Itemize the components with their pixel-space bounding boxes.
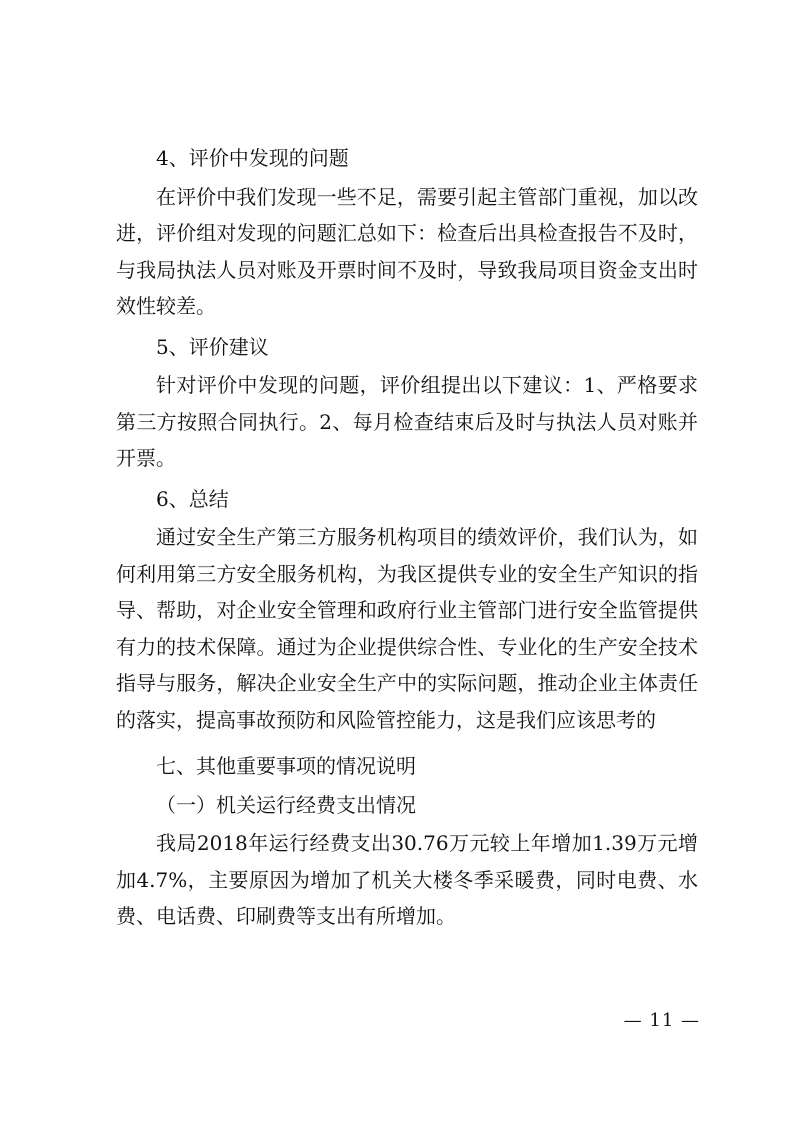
section-body-suggestions: 针对评价中发现的问题，评价组提出以下建议：1、严格要求第三方按照合同执行。2、每月检查结束后及时与执法人员对账并开票。 [116,373,698,470]
chapter-heading-other-matters: 七、其他重要事项的情况说明 [156,754,416,778]
section-heading-suggestions: 5、评价建议 [156,334,269,359]
page-number: — 11 — [623,1010,700,1031]
document-body [116,140,698,935]
subsection-body-operating-expenses: 我局2018年运行经费支出30.76万元较上年增加1.39万元增加4.7%，主要原因为增加了机关大楼冬季采暖费，同时电费、水费、电话费、印刷费等支出有所增加。 [116,831,698,928]
section-heading-problems: 4、评价中发现的问题 [156,146,349,170]
section-body-summary: 通过安全生产第三方服务机构项目的绩效评价，我们认为，如何利用第三方安全服务机构，为我区提供专业的安全生产知识的指导、帮助，对企业安全管理和政府行业主管部门进行安全监管提供有力的技术保障。通过为企业提供综合性、专业化的生产安全技术指导与服务，解决企业安全生产中的实际问题，推动企业主体责任的落实，提高事故预防和风险管控能力，这是我们应该思考的 [116,525,698,732]
section-heading-summary: 6、总结 [156,486,229,511]
subsection-heading-operating-expenses: （一）机关运行经费支出情况 [156,792,416,817]
section-body-problems: 在评价中我们发现一些不足，需要引起主管部门重视，加以改进，评价组对发现的问题汇总如下：检查后出具检查报告不及时，与我局执法人员对账及开票时间不及时，导致我局项目资金支出时效性较差。 [116,184,698,318]
